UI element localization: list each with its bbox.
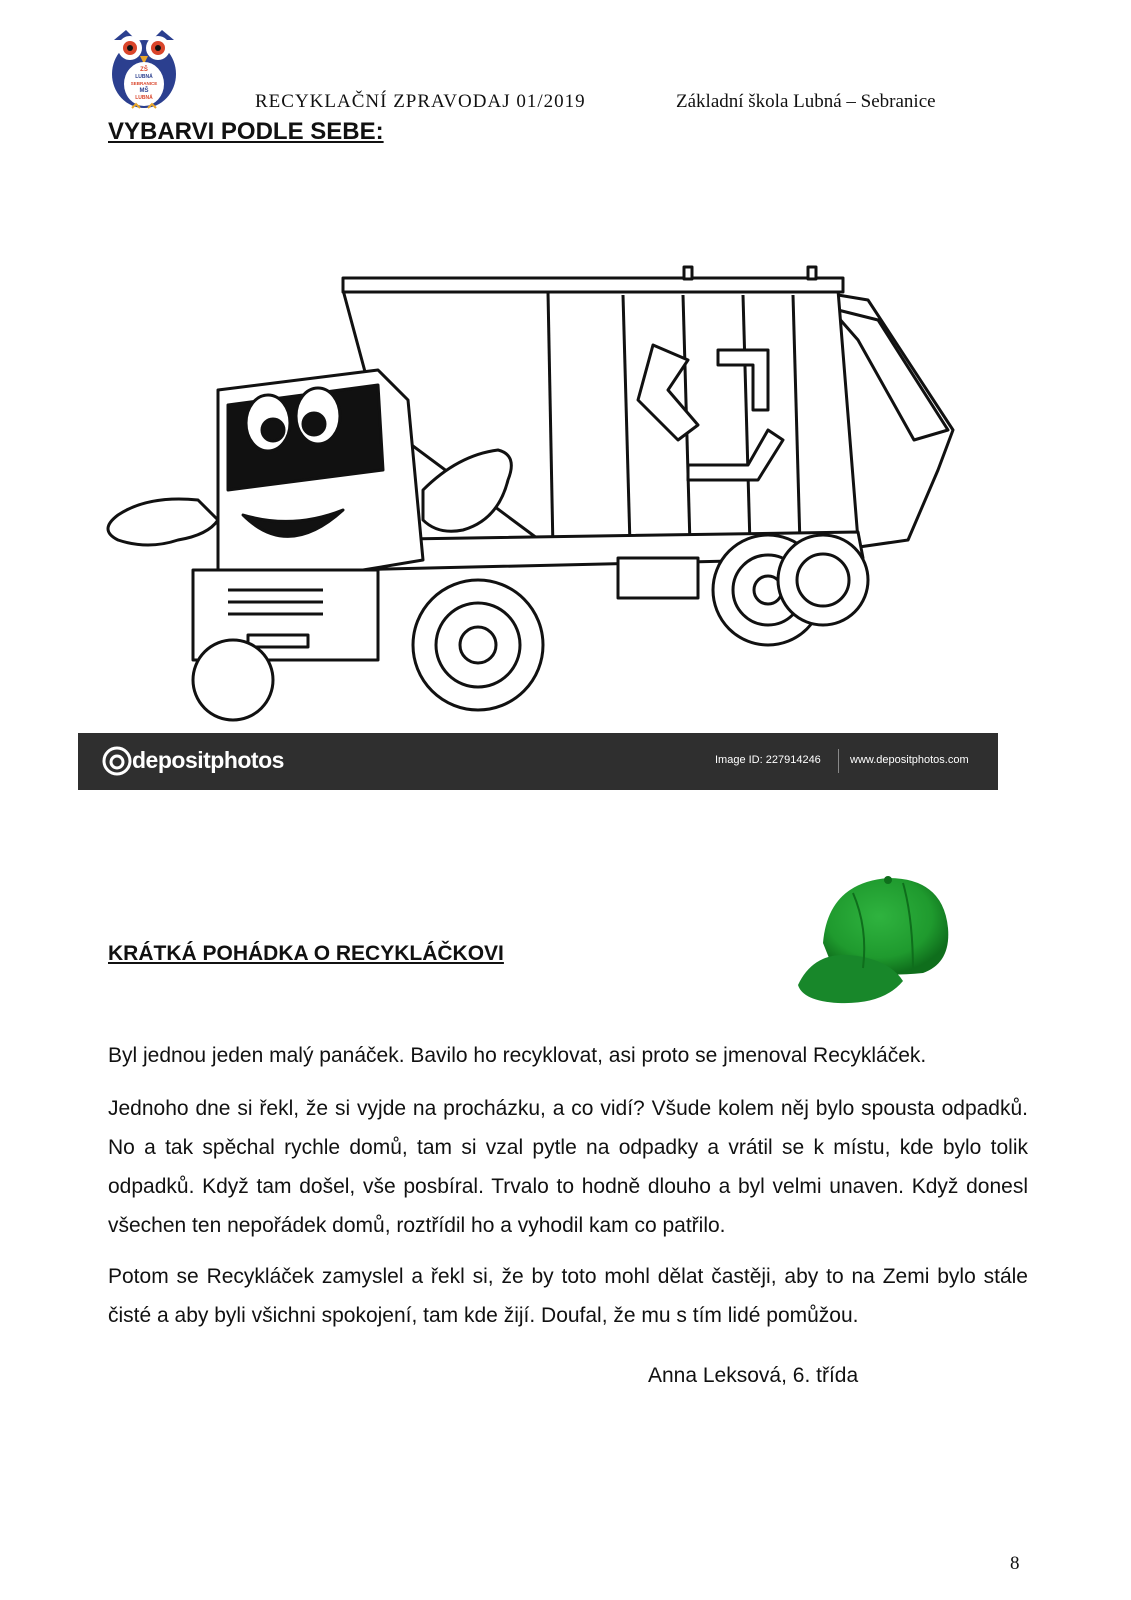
stock-photo-watermark-bar <box>78 733 998 790</box>
story-paragraph: Byl jednou jeden malý panáček. Bavilo ho recyklovat, asi proto se jmenoval Recykláček. <box>108 1044 927 1067</box>
story-paragraph: Potom se Recykláček zamyslel a řekl si, že by toto mohl dělat častěji, aby to na Zemi bylo stále čisté a aby byli všichni spokojení, tam kde žijí. Doufal, že mu s tím lidé pomůžou. <box>108 1265 1028 1327</box>
newsletter-title: RECYKLAČNÍ ZPRAVODAJ 01/2019 <box>255 91 586 112</box>
logo-text-zs: ZŠ <box>140 67 148 73</box>
stock-brand-label: depositphotos <box>132 747 284 773</box>
story-paragraph: Jednoho dne si řekl, že si vyjde na procházku, a co vidí? Všude kolem něj bylo spousta odpadků. No a tak spěchal rychle domů, tam si vzal pytle na odpadky a vrátil se k místu, kde bylo tolik odpadků. Když tam došel, vše posbíral. Trvalo to hodně dlouho a byl velmi unaven. Když donesl všechen ten nepořádek domů, roztřídil ho a vyhodil kam co patřilo. <box>108 1097 1028 1237</box>
coloring-heading: VYBARVI PODLE SEBE: <box>108 118 384 145</box>
garbage-truck-coloring-illustration <box>78 240 998 790</box>
story-text <box>108 1036 1028 1347</box>
stock-image-id: Image ID: 227914246 <box>715 754 821 766</box>
logo-text-lubna: LUBNÁ <box>135 74 153 80</box>
school-owl-logo <box>106 24 182 110</box>
stock-divider <box>838 749 839 773</box>
camera-icon <box>102 746 132 776</box>
story-author: Anna Leksová, 6. třída <box>648 1364 859 1387</box>
stock-url: www.depositphotos.com <box>850 754 969 766</box>
page-number: 8 <box>1010 1553 1020 1574</box>
logo-text-ms: MŠ <box>139 88 149 94</box>
school-name: Základní škola Lubná – Sebranice <box>676 91 936 112</box>
logo-text-lubna-2: LUBNÁ <box>135 95 153 101</box>
green-cap-image <box>793 873 958 1008</box>
story-heading: KRÁTKÁ POHÁDKA O RECYKLÁČKOVI <box>108 942 504 965</box>
logo-text-sebranice: SEBRANICE <box>130 81 158 86</box>
